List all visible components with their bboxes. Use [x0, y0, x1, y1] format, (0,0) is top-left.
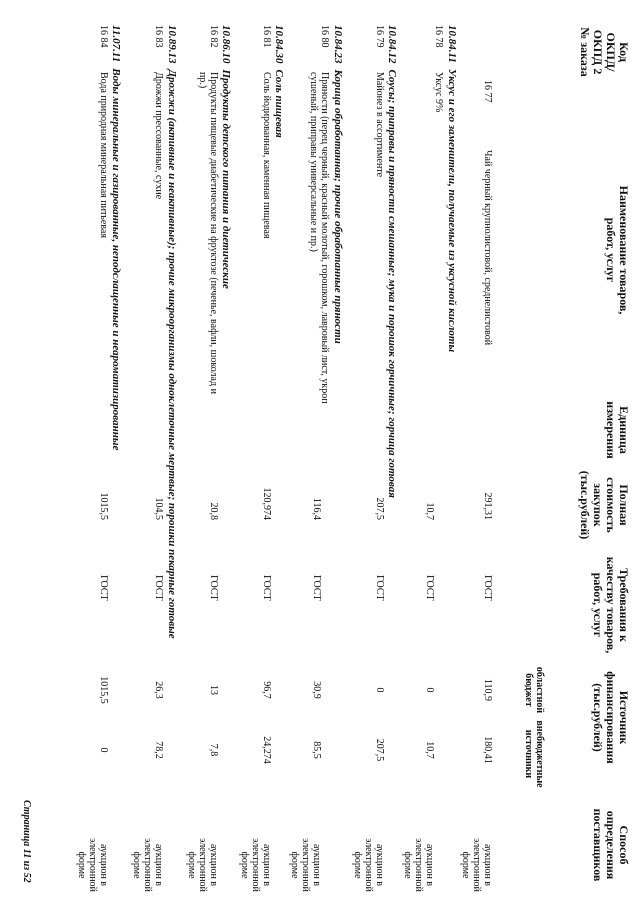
row-84-cost: 1015,5 [98, 492, 109, 520]
group-10-84-12: 10.84.12Соусы; приправы и пряности смешанные; мука и порошок горчичные; горчица готовая [386, 25, 398, 498]
row-77-req: ГОСТ [482, 575, 493, 601]
header-funding-source: Источник финансирования (тыс.рублей) [591, 671, 631, 764]
row-78-name: Уксус 9% [433, 72, 444, 113]
row-84-method: аукцион в электронной форме [76, 838, 109, 892]
group-10-86-10: 10.86.10Продукты детского питания и диетические [220, 25, 232, 289]
row-84-regional: 1015,5 [98, 676, 109, 704]
row-80-method: аукцион в электронной форме [289, 838, 322, 892]
row-78-method: аукцион в электронной форме [402, 838, 435, 892]
row-83-regional: 26,3 [153, 681, 164, 699]
row-83-name: Дрожжи прессованные, сухие [153, 72, 164, 200]
row-79-cost: 207,5 [374, 497, 385, 520]
row-78-cost: 10,7 [424, 502, 435, 520]
row-83-cost: 104,5 [153, 497, 164, 520]
row-77-num: 16 77 [482, 80, 493, 103]
row-77-regional: 110,9 [482, 678, 493, 702]
row-83-num: 16 83 [153, 25, 164, 48]
row-79-req: ГОСТ [374, 575, 385, 601]
group-10-89-13: 10.89.13Дрожжи (активные и неактивные); прочие микроорганизмы одноклеточные мертвые; порошки пекарные готовые [166, 25, 178, 639]
group-11-07-11: 11.07.11Воды минеральные и газированные, неподслащенные и неароматизированные [110, 25, 122, 451]
row-78-req: ГОСТ [424, 575, 435, 601]
row-79-regional: 0 [374, 687, 385, 693]
row-80-num: 16 80 [319, 25, 330, 48]
group-10-84-30: 10.84.30Соль пищевая [273, 25, 285, 138]
row-83-req: ГОСТ [153, 575, 164, 601]
row-82-method: аукцион в электронной форме [186, 838, 219, 892]
group-10-84-23: 10.84.23Корица обработанная; прочие обработанные пряности [332, 25, 344, 344]
header-off-budget: внебюджетные источники [523, 720, 545, 788]
row-82-cost: 20,8 [208, 502, 219, 520]
row-79-offbudget: 207,5 [374, 738, 385, 762]
row-83-offbudget: 78,2 [153, 741, 164, 759]
header-unit: Единица измерения [604, 401, 631, 459]
row-77-method: аукцион в электронной форме [460, 838, 493, 892]
header-name: Наименование товаров, работ, услуг [604, 185, 631, 315]
row-83-method: аукцион в электронной форме [131, 838, 164, 892]
header-regional-budget: областной бюджет [523, 666, 545, 714]
row-80-cost: 116,4 [311, 497, 322, 520]
row-80-offbudget: 85,5 [311, 741, 322, 759]
row-81-offbudget: 24,274 [261, 736, 272, 764]
row-78-regional: 0 [424, 687, 435, 693]
row-84-req: ГОСТ [98, 575, 109, 601]
row-78-offbudget: 10,7 [424, 741, 435, 759]
row-79-name: Майонез в ассортименте [374, 72, 385, 178]
row-77-offbudget: 180,41 [482, 736, 493, 764]
row-81-cost: 120,974 [261, 487, 272, 520]
header-method: Способ определения поставщиков [591, 808, 631, 882]
row-81-regional: 96,7 [261, 681, 272, 699]
header-code: Код ОКПД/ ОКПД 2 № заказа [578, 27, 631, 77]
page-number: Страница 11 из 52 [21, 800, 32, 883]
row-82-req: ГОСТ [208, 575, 219, 601]
row-84-name: Вода природная минеральная питьевая [98, 72, 109, 238]
row-77-cost: 291,31 [482, 492, 493, 520]
row-81-name: Соль йодированная, каменная пищевая [261, 72, 272, 239]
row-80-name: Пряности (перец черный, красный молотый, горошком, лавровый лист, укроп сушеный, приправы универсальные и пр.) [308, 72, 330, 404]
row-79-method: аукцион в электронной форме [352, 838, 385, 892]
row-84-offbudget: 0 [98, 747, 109, 753]
header-requirements: Требования к качеству товаров, работ, услуг [591, 556, 631, 654]
row-82-name: Продукты пищевые диабетические на фруктозе (печенье, вафли, шоколад и пр.) [197, 72, 219, 394]
header-cost: Полная стоимость закупок (тыс.рублей) [578, 470, 631, 540]
row-80-regional: 30,9 [311, 681, 322, 699]
row-84-num: 16 84 [98, 25, 109, 48]
row-78-num: 16 78 [433, 25, 444, 48]
row-81-method: аукцион в электронной форме [239, 838, 272, 892]
row-82-regional: 13 [208, 685, 219, 695]
row-81-num: 16 81 [261, 25, 272, 48]
group-10-84-11: 10.84.11Уксус и его заменители, получаемые из уксусной кислоты [446, 25, 458, 353]
row-81-req: ГОСТ [261, 575, 272, 601]
row-82-offbudget: 7,8 [208, 743, 219, 757]
row-77-name: Чай черный крупнолистовой, среднелистовой [482, 150, 493, 346]
row-79-num: 16 79 [374, 25, 385, 48]
row-80-req: ГОСТ [311, 575, 322, 601]
row-82-num: 16 82 [208, 25, 219, 48]
